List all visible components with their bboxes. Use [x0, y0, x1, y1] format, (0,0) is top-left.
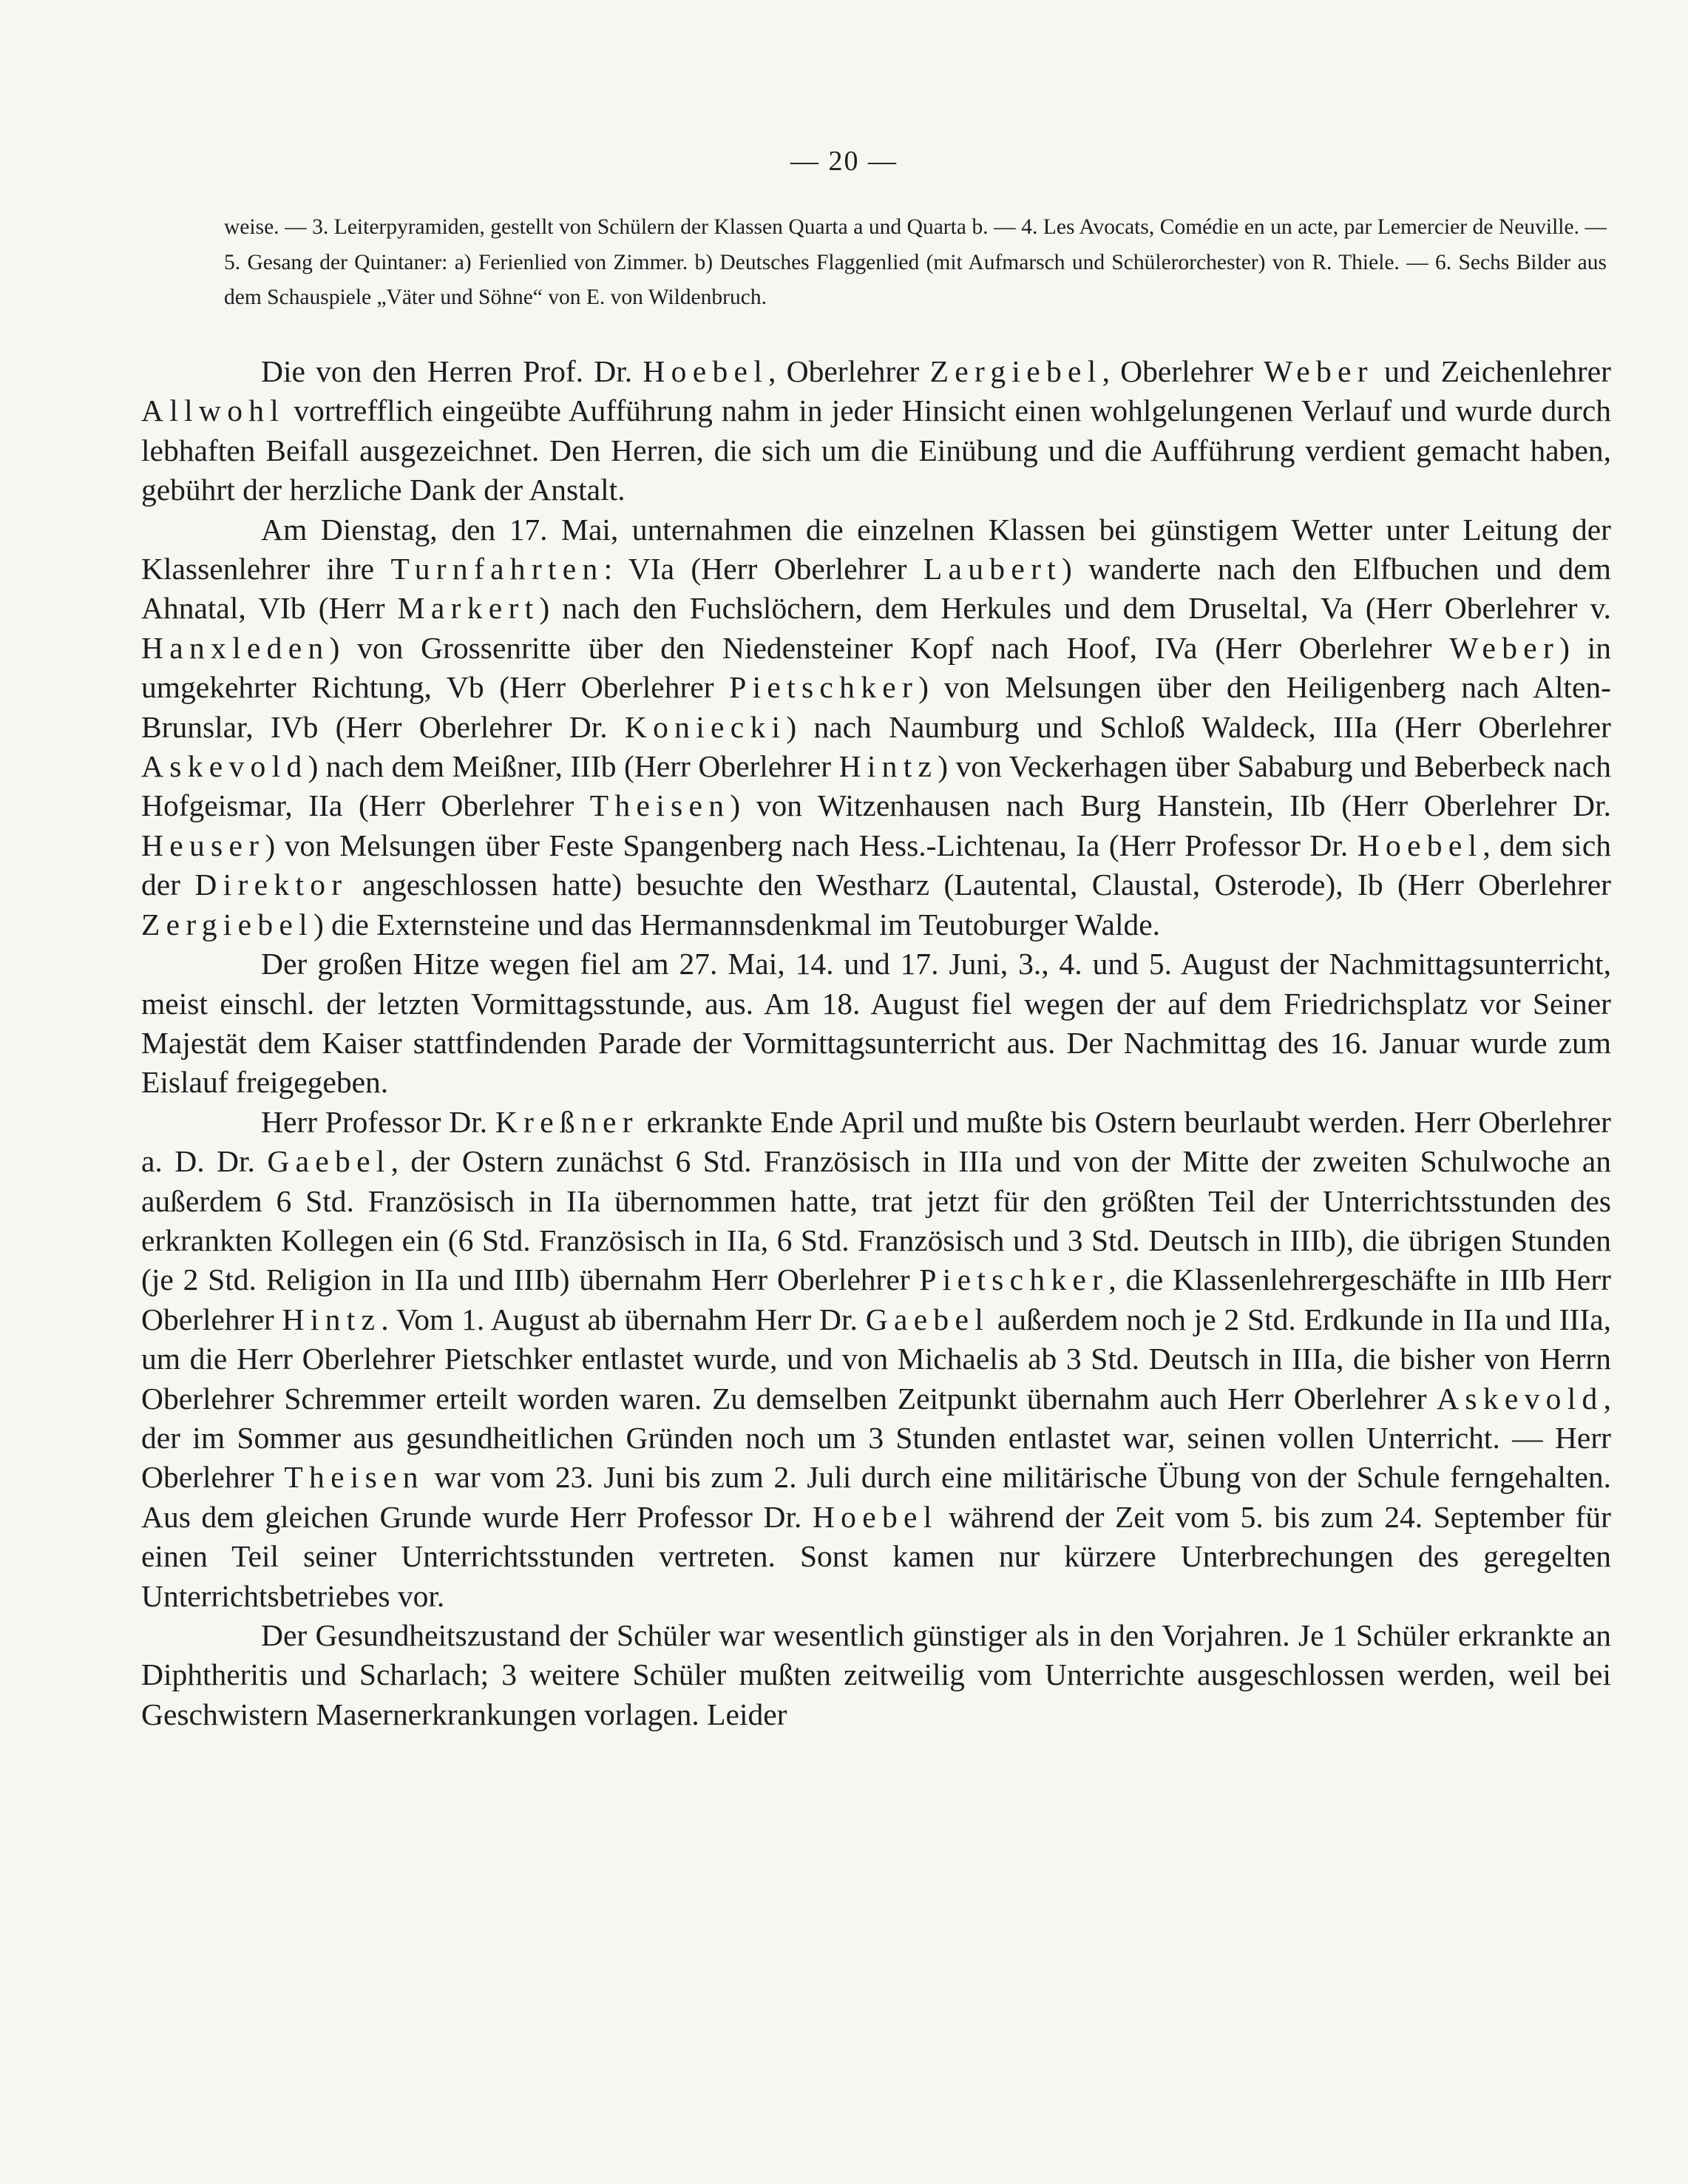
page-number: — 20 —: [790, 146, 898, 177]
event-program-list: weise. — 3. Leiterpyramiden, gestellt von Schülern der Klassen Quarta a und Quarta b. — 4. Les Avocats, Comédie en un acte, par Lemercier de Neuville. — 5. Gesang der Quintaner: a) Ferienlied von Zimmer. b) Deutsches Flaggenlied (mit Aufmarsch und Schülerorchester) von R. Thiele. — 6. Sechs Bilder aus dem Schauspiele „Väter und Söhne“ von E. von Wildenbruch.: [224, 215, 1607, 309]
paragraph-excursions: Am Dienstag, den 17. Mai, unternahmen die einzelnen Klassen bei günstigem Wetter unter Leitung der Klassenlehrer ihre Turnfahrten: VIa (Herr Oberlehrer Laubert) wanderte nach den Elfbuchen und dem Ahnatal, VIb (Herr Markert) nach den Fuchslöchern, dem Herkules und dem Druseltal, Va (Herr Oberlehrer v. Hanxleden) von Grossenritte über den Niedensteiner Kopf nach Hoof, IVa (Herr Oberlehrer Weber) in umgekehrter Richtung, Vb (Herr Oberlehrer Pietschker) von Melsungen über den Heiligenberg nach Alten-Brunslar, IVb (Herr Oberlehrer Dr. Koniecki) nach Naumburg und Schloß Waldeck, IIIa (Herr Oberlehrer Askevold) nach dem Meißner, IIIb (Herr Oberlehrer Hintz) von Veckerhagen über Sababurg und Beberbeck nach Hofgeismar, IIa (Herr Oberlehrer Theisen) von Witzenhausen nach Burg Hanstein, IIb (Herr Oberlehrer Dr. Heuser) von Melsungen über Feste Spangenberg nach Hess.-Lichtenau, Ia (Herr Professor Dr. Hoebel, dem sich der Direktor angeschlossen hatte) besuchte den Westharz (Lautental, Claustal, Osterode), Ib (Herr Oberlehrer Zergiebel) die Externsteine und das Hermannsdenkmal im Teutoburger Walde.: [141, 512, 1612, 941]
paragraph-health: Der Gesundheitszustand der Schüler war wesentlich günstiger als in den Vorjahren. Je 1 Schüler erkrankte an Diphtheritis und Scharlach; 3 weitere Schüler mußten zeitweilig vom Unterrichte ausgeschlossen werden, weil bei Geschwistern Masernerkrankungen vorlagen. Leider: [141, 1618, 1611, 1731]
main-text: [141, 352, 1611, 1734]
paragraph-performance: Die von den Herren Prof. Dr. Hoebel, Oberlehrer Zergiebel, Oberlehrer Weber und Zeichenlehrer Allwohl vortrefflich eingeübte Aufführung nahm in jeder Hinsicht einen wohlgelungenen Verlauf und wurde durch lebhaften Beifall ausgezeichnet. Den Herren, die sich um die Einübung und die Aufführung verdient gemacht haben, gebührt der herzliche Dank der Anstalt.: [141, 354, 1612, 507]
paragraph-heat-holidays: Der großen Hitze wegen fiel am 27. Mai, 14. und 17. Juni, 3., 4. und 5. August der Nachmittagsunterricht, meist einschl. der letzten Vormittagsstunde, aus. Am 18. August fiel wegen der auf dem Friedrichsplatz vor Seiner Majestät dem Kaiser stattfindenden Parade der Vormittagsunterricht aus. Der Nachmittag des 16. Januar wurde zum Eislauf freigegeben.: [141, 947, 1611, 1100]
paragraph-staff-changes: Herr Professor Dr. Kreßner erkrankte Ende April und mußte bis Ostern beurlaubt werden. Herr Oberlehrer a. D. Dr. Gaebel, der Ostern zunächst 6 Std. Französisch in IIIa und von der Mitte der zweiten Schulwoche an außerdem 6 Std. Französisch in IIa übernommen hatte, trat jetzt für den größten Teil der Unterrichtsstunden des erkrankten Kollegen ein (6 Std. Französisch in IIa, 6 Std. Französisch und 3 Std. Deutsch in IIIb), die übrigen Stunden (je 2 Std. Religion in IIa und IIIb) übernahm Herr Oberlehrer Pietschker, die Klassenlehrergeschäfte in IIIb Herr Oberlehrer Hintz. Vom 1. August ab übernahm Herr Dr. Gaebel außerdem noch je 2 Std. Erdkunde in IIa und IIIa, um die Herr Oberlehrer Pietschker entlastet wurde, und von Michaelis ab 3 Std. Deutsch in IIIa, die bisher von Herrn Oberlehrer Schremmer erteilt worden waren. Zu demselben Zeitpunkt übernahm auch Herr Oberlehrer Askevold, der im Sommer aus gesundheitlichen Gründen noch um 3 Stunden entlastet war, seinen vollen Unterricht. — Herr Oberlehrer Theisen war vom 23. Juni bis zum 2. Juli durch eine militärische Übung von der Schule ferngehalten. Aus dem gleichen Grunde wurde Herr Professor Dr. Hoebel während der Zeit vom 5. bis zum 24. September für einen Teil seiner Unterrichtsstunden vertreten. Sonst kamen nur kürzere Unterbrechungen des geregelten Unterrichtsbetriebes vor.: [141, 1104, 1612, 1613]
